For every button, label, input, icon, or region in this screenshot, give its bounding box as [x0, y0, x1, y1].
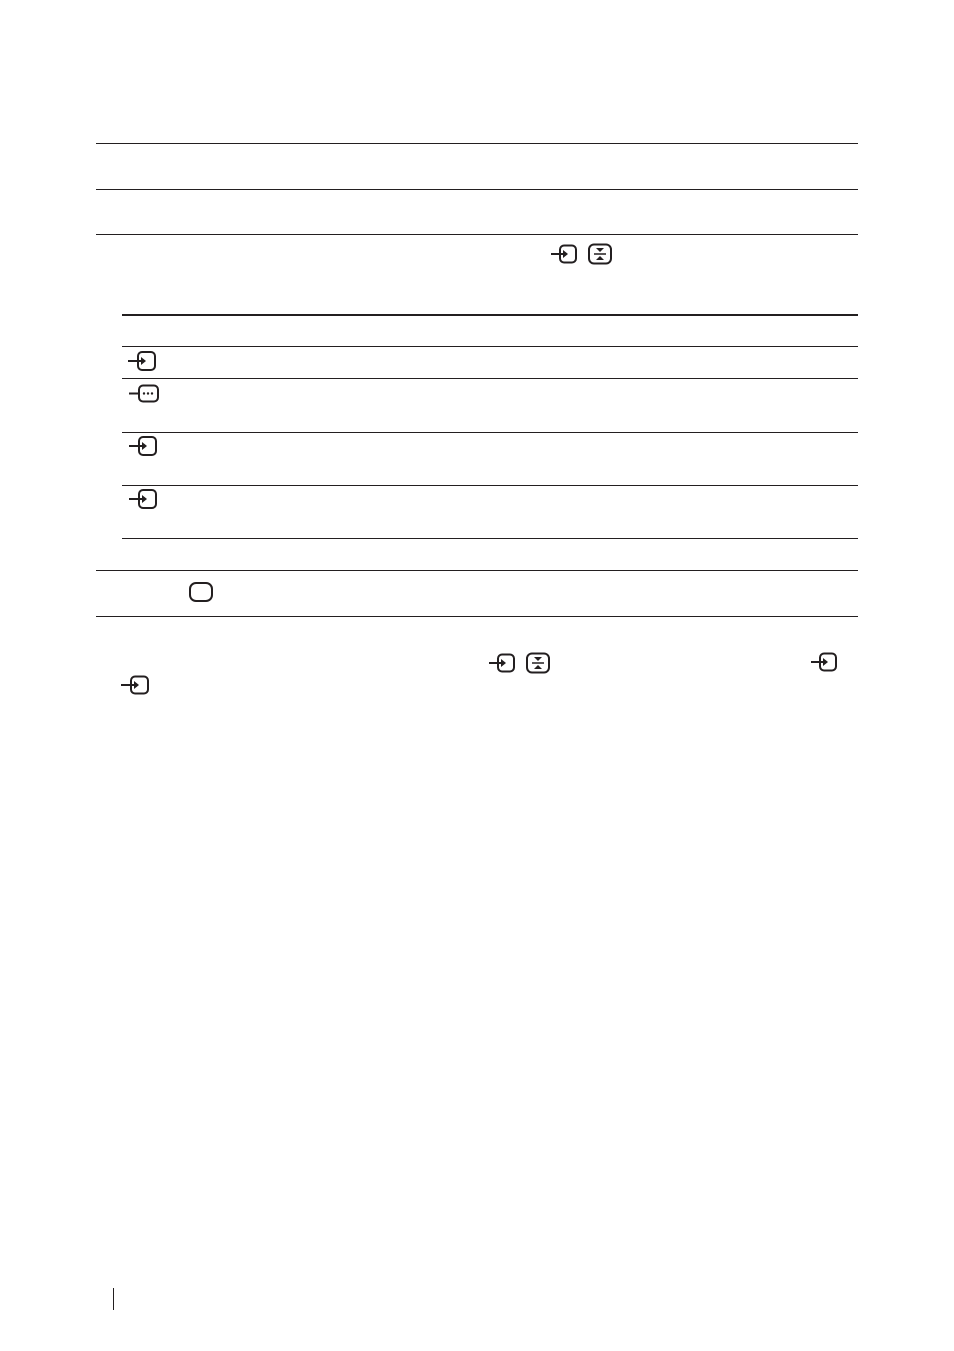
subtable-row-divider [122, 432, 858, 433]
subtable-top-rule [122, 314, 858, 316]
input-icon [127, 350, 157, 372]
input-icon [550, 244, 578, 264]
av-input-icon [128, 384, 160, 404]
input-icon [488, 653, 516, 673]
input-icon [120, 675, 150, 695]
teletext-mix-icon [587, 243, 613, 265]
subtable-row-divider [122, 485, 858, 486]
footer-page-bar [113, 1288, 114, 1310]
input-icon [128, 435, 158, 457]
input-icon [810, 652, 838, 672]
subtable-row-divider [122, 378, 858, 379]
table-row-divider [96, 189, 858, 190]
subtable-bottom-rule [122, 538, 858, 539]
input-icon [128, 488, 158, 510]
table-row-divider [96, 570, 858, 571]
table-bottom-rule [96, 616, 858, 617]
teletext-mix-icon [525, 652, 551, 674]
subtable-header-rule [122, 346, 858, 347]
tv-screen-icon [188, 581, 214, 603]
table-top-rule [96, 143, 858, 144]
table-row-divider [96, 234, 858, 235]
